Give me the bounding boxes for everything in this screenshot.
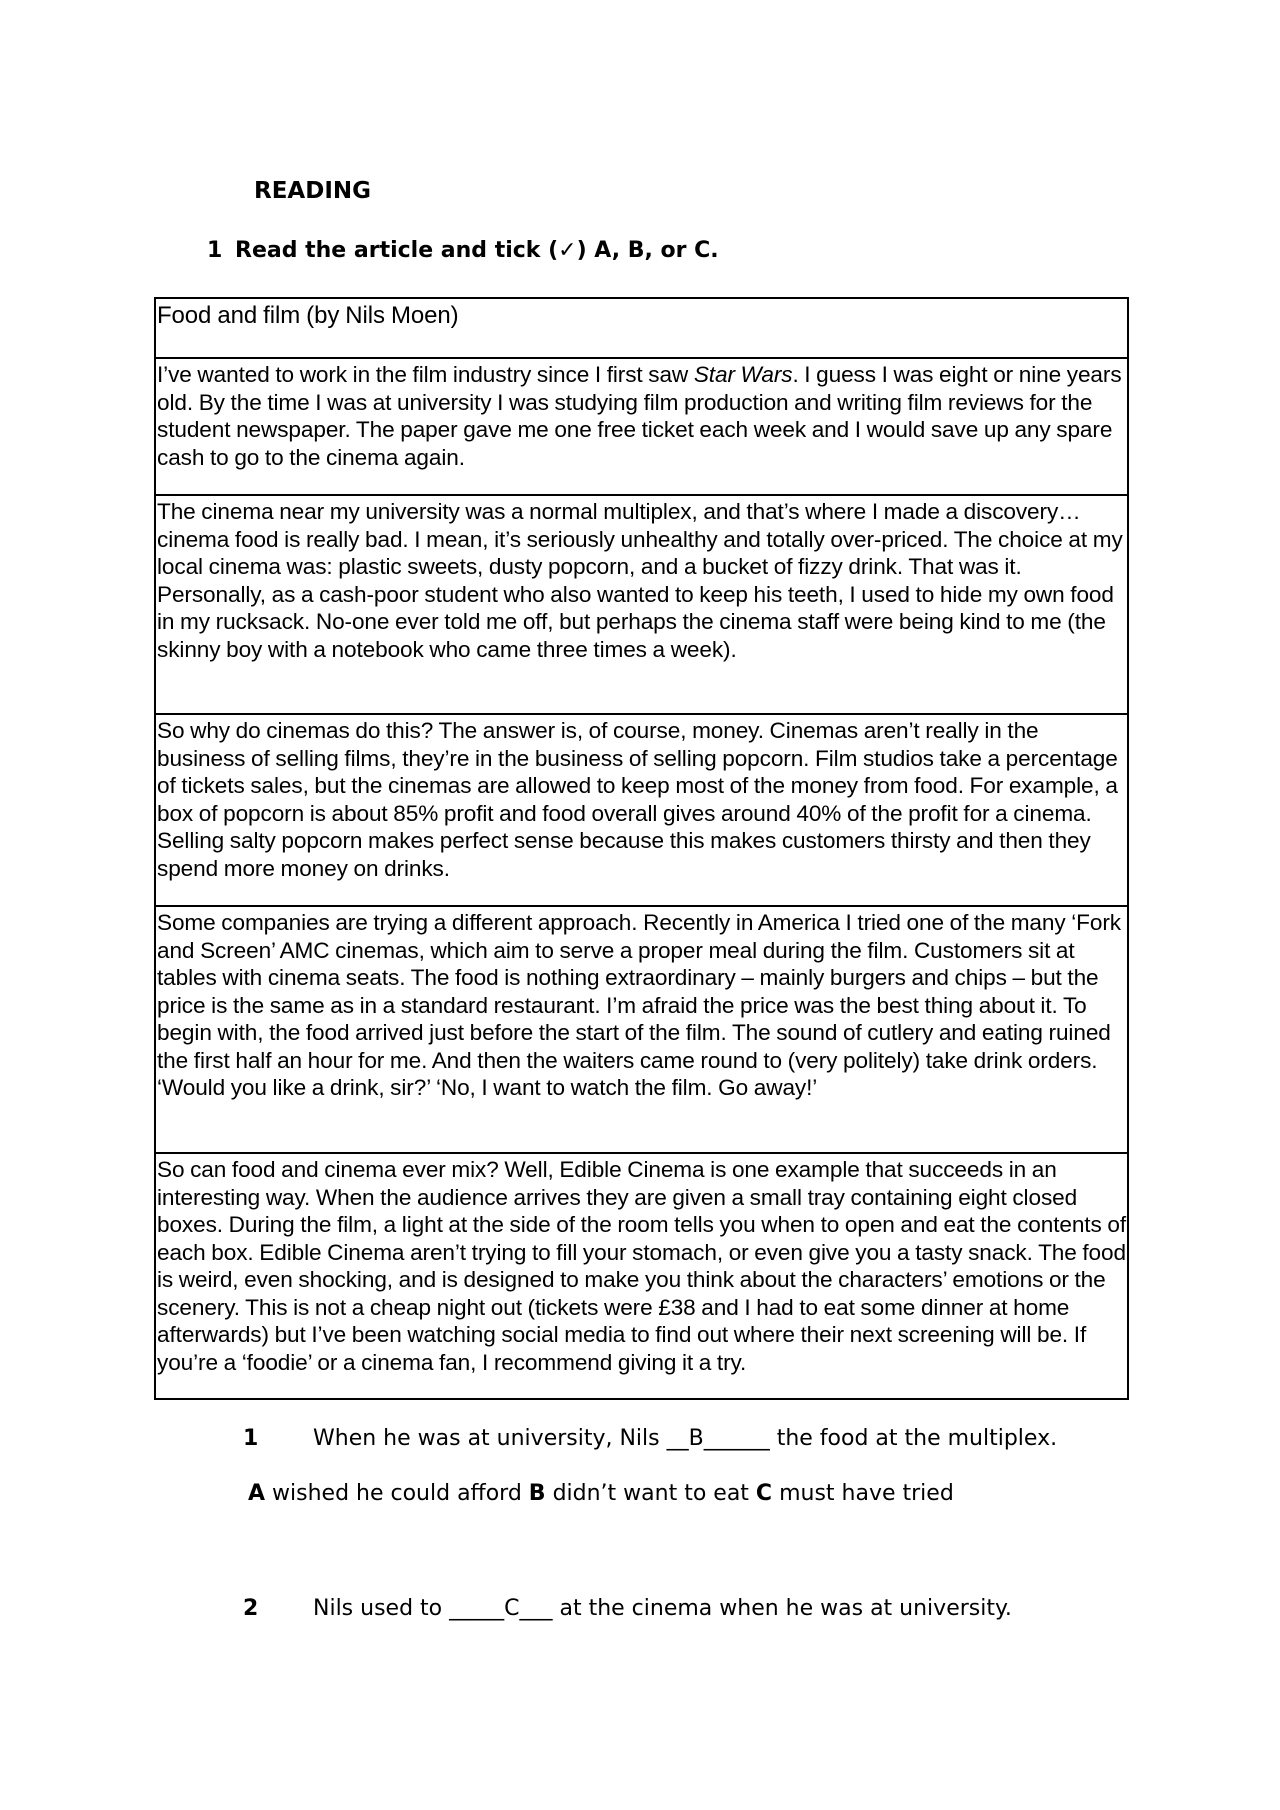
question-1-text: When he was at university, Nils __B______ the food at the multiplex. [313, 1426, 1058, 1451]
article-title: Food and film (by Nils Moen) [157, 302, 459, 329]
question-2 [243, 1596, 1012, 1621]
instruction-number: 1 [207, 238, 223, 263]
question-1-options [248, 1481, 954, 1506]
paragraph-4-text: Some companies are trying a different approach. Recently in America I tried one of the many ‘Fork and Screen’ AMC cinemas, which aim to serve a proper meal during the film. Customers sit at tables with cinema seats. The food is nothing extraordinary – mainly burgers and chips – but the price is the same as in a standard restaurant. I’m afraid the price was the best thing about it. To begin with, the food arrived just before the start of the film. The sound of cutlery and eating ruined the first half an hour for me. And then the waiters came round to (very politely) take drink orders. ‘Would you like a drink, sir?’ ‘No, I want to watch the film. Go away!’ [157, 910, 1121, 1100]
article-paragraph-5 [156, 1152, 1127, 1398]
article-table [154, 297, 1129, 1400]
article-paragraph-4 [156, 905, 1127, 1152]
paragraph-2-text: The cinema near my university was a normal multiplex, and that’s where I made a discovery…cinema food is really bad. I mean, it’s seriously unhealthy and totally over-priced. The choice at my local cinema was: plastic sweets, dusty popcorn, and a bucket of fizzy drink. That was it. Personally, as a cash-poor student who also wanted to keep his teeth, I used to hide my own food in my rucksack. No-one ever told me off, but perhaps the cinema staff were being kind to me (the skinny boy with a notebook who came three times a week). [157, 499, 1123, 662]
article-paragraph-1 [156, 357, 1127, 494]
article-paragraph-3 [156, 713, 1127, 905]
question-2-number: 2 [243, 1596, 259, 1621]
section-heading: READING [254, 178, 371, 204]
question-1-number: 1 [243, 1426, 259, 1451]
option-a-letter[interactable]: A [248, 1481, 266, 1506]
option-c-letter[interactable]: C [755, 1481, 773, 1506]
film-title-star-wars: Star Wars [693, 362, 793, 387]
option-c-text[interactable]: must have tried [772, 1481, 954, 1506]
paragraph-5-text: So can food and cinema ever mix? Well, Edible Cinema is one example that succeeds in an interesting way. When the audience arrives they are given a small tray containing eight closed boxes. During the film, a light at the side of the room tells you when to open and eat the contents of each box. Edible Cinema aren’t trying to fill your stomach, or even give you a tasty snack. The food is weird, even shocking, and is designed to make you think about the characters’ emotions or the scenery. This is not a cheap night out (tickets were £38 and I had to eat some dinner at home afterwards) but I’ve been watching social media to find out where their next screening will be. If you’re a ‘foodie’ or a cinema fan, I recommend giving it a try. [157, 1157, 1127, 1375]
paragraph-1-after: . I guess I was eight or nine years old. By the time I was at university I was studying film production and writing film reviews for the student newspaper. The paper gave me one free ticket each week and I would save up any spare cash to go to the cinema again. [157, 362, 1122, 470]
paragraph-3-text: So why do cinemas do this? The answer is, of course, money. Cinemas aren’t really in the business of selling films, they’re in the business of selling popcorn. Film studios take a percentage of tickets sales, but the cinemas are allowed to keep most of the money from food. For example, a box of popcorn is about 85% profit and food overall gives around 40% of the profit for a cinema. Selling salty popcorn makes perfect sense because this makes customers thirsty and then they spend more money on drinks. [157, 718, 1118, 881]
option-b-text[interactable]: didn’t want to eat [545, 1481, 756, 1506]
option-b-letter[interactable]: B [528, 1481, 546, 1506]
question-2-text: Nils used to _____C___ at the cinema when he was at university. [313, 1596, 1012, 1621]
question-1 [243, 1426, 1057, 1451]
paragraph-1-before: I’ve wanted to work in the film industry since I first saw [157, 362, 694, 387]
instruction-text: Read the article and tick (✓) A, B, or C. [235, 238, 719, 263]
instruction [207, 238, 719, 263]
option-a-text[interactable]: wished he could afford [265, 1481, 529, 1506]
article-paragraph-2 [156, 494, 1127, 713]
